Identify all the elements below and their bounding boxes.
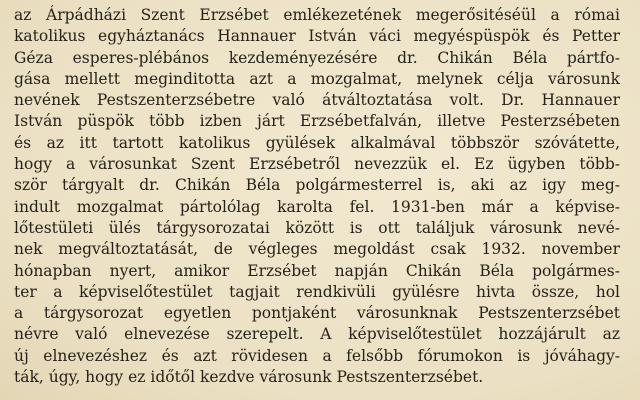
text-line: nevének Pestszenterzsébetre való átváltoztatása volt. Dr. Hannauer bbox=[14, 91, 620, 110]
text-line: István püspök több izben járt Erzsébetfalván, illetve Pesterzsébeten bbox=[14, 112, 620, 131]
text-line: az Árpádházi Szent Erzsébet emlékezetének megerősitéséül a római bbox=[14, 6, 620, 24]
text-line: hónapban nyert, amikor Erzsébet napján Chikán Béla polgármes- bbox=[14, 261, 620, 280]
text-line: lőtestületi ülés tárgysorozatai között is ott találjuk városunk nevé- bbox=[14, 218, 620, 237]
text-line: indult mozgalmat pártolólag karolta fel. 1931-ben már a képvise- bbox=[14, 197, 620, 216]
text-line: új elnevezéshez és azt rövidesen a felsőbb fórumokon is jóváhagy- bbox=[14, 346, 620, 365]
text-line: gása mellett meginditotta azt a mozgalmat, melynek célja városunk bbox=[14, 69, 620, 88]
text-line: ter a képviselőtestület tagjait rendkivüli gyülésre hivta össze, hol bbox=[14, 282, 620, 301]
text-line: és az itt tartott katolikus gyülések alkalmával többször szóvátette, bbox=[14, 133, 620, 152]
text-line: névre való elnevezése szerepelt. A képviselőtestület hozzájárult az bbox=[14, 325, 620, 344]
text-line: ták, úgy, hogy ez időtől kezdve városunk Pestszenterzsébet. bbox=[14, 368, 484, 387]
text-line: a tárgysorozat egyetlen pontjaként városunknak Pestszenterzsébet bbox=[14, 304, 620, 323]
text-block bbox=[14, 5, 620, 388]
text-line: Géza esperes-plébános kezdeményezésére dr. Chikán Béla pártfo- bbox=[14, 48, 620, 67]
text-line: hogy a városunkat Szent Erzsébetről nevezzük el. Ez ügyben több- bbox=[14, 155, 620, 174]
text-line: katolikus egyháztanács Hannauer István váci megyéspüspök és Petter bbox=[14, 27, 620, 46]
text-line: nek megváltoztatását, de végleges megoldást csak 1932. november bbox=[14, 240, 620, 259]
text-line: ször tárgyalt dr. Chikán Béla polgármesterrel is, aki az igy meg- bbox=[14, 176, 620, 195]
